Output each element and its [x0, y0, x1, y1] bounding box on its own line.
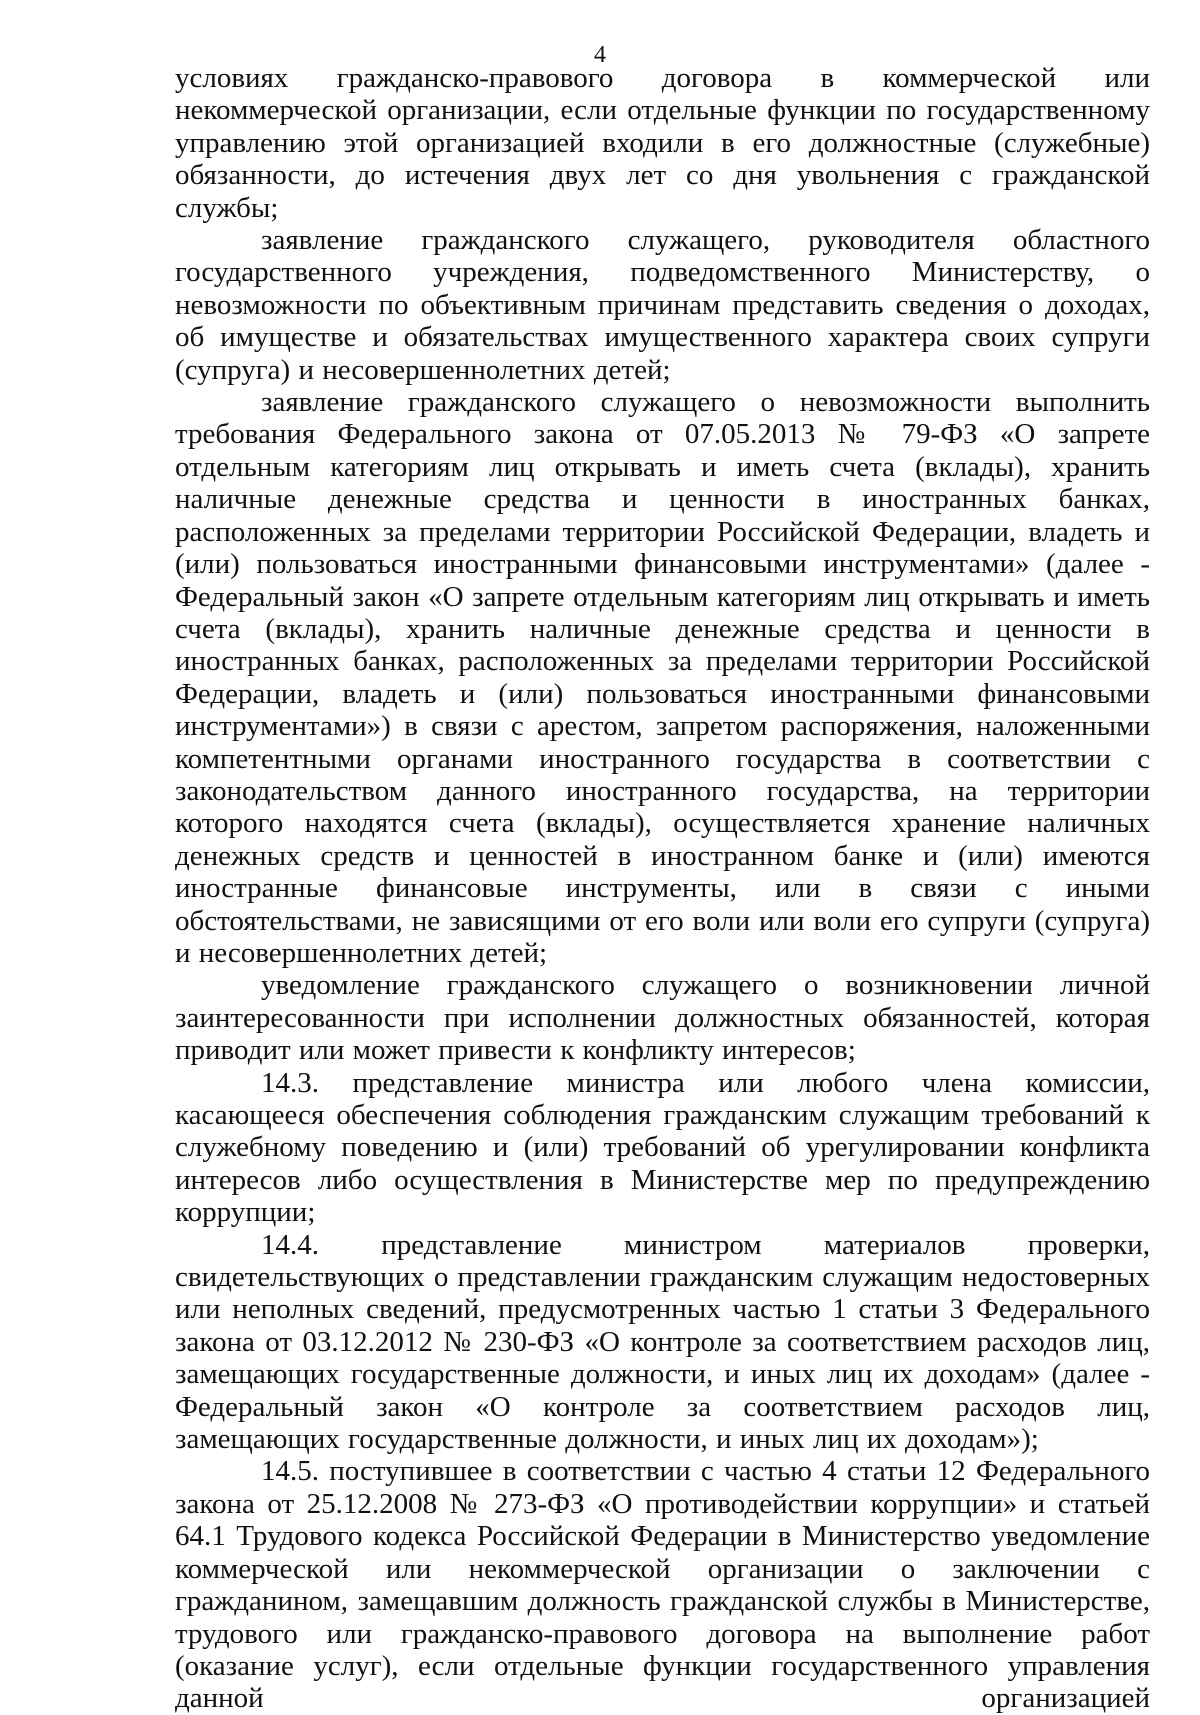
paragraph-item-14-4: 14.4. представление министром материалов проверки, свидетельствующих о представлении гражданским служащим недостоверных или неполных сведений, предусмотренных частью 1 статьи 3 Федерального закона от 03.12.2012 № 230-ФЗ «О контроле за соответствием расходов лиц, замещающих государственные должности, и иных лиц их доходам» (далее - Федеральный закон «О контроле за соответствием расходов лиц, замещающих государственные должности, и иных лиц их доходам»); — [175, 1228, 1150, 1456]
paragraph-continuation: условиях гражданско-правового договора в коммерческой или некоммерческой организации, если отдельные функции по государственному управлению этой организацией входили в его должностные (служебные) обязанности, до истечения двух лет со дня увольнения с гражданской службы; — [175, 62, 1150, 224]
paragraph-notice-conflict-of-interest: уведомление гражданского служащего о возникновении личной заинтересованности при исполнении должностных обязанностей, которая приводит или может привести к конфликту интересов; — [175, 969, 1150, 1067]
page-number: 4 — [594, 42, 606, 68]
paragraph-item-14-5: 14.5. поступившее в соответствии с частью 4 статьи 12 Федерального закона от 25.12.2008 № 273-ФЗ «О противодействии коррупции» и статьей 64.1 Трудового кодекса Российской Федерации в Министерство уведомление коммерческой или некоммерческой организации о заключении с гражданином, замещавшим должность гражданской службы в Министерстве, трудового или гражданско-правового договора на выполнение работ (оказание услуг), если отдельные функции государственного управления данной организацией — [175, 1455, 1150, 1715]
paragraph-item-14-3: 14.3. представление министра или любого члена комиссии, касающееся обеспечения соблюдения гражданским служащим требований к служебному поведению и (или) требований об урегулировании конфликта интересов либо осуществления в Министерстве мер по предупреждению коррупции; — [175, 1066, 1150, 1229]
paragraph-statement-foreign-accounts: заявление гражданского служащего о невозможности выполнить требования Федерального закона от 07.05.2013 № 79-ФЗ «О запрете отдельным категориям лиц открывать и иметь счета (вклады), хранить наличные денежные средства и ценности в иностранных банках, расположенных за пределами территории Российской Федерации, владеть и (или) пользоваться иностранными финансовыми инструментами» (далее - Федеральный закон «О запрете отдельным категориям лиц открывать и иметь счета (вклады), хранить наличные денежные средства и ценности в иностранных банках, расположенных за пределами территории Российской Федерации, владеть и (или) пользоваться иностранными финансовыми инструментами») в связи с арестом, запретом распоряжения, наложенными компетентными органами иностранного государства в соответствии с законодательством данного иностранного государства, на территории которого находятся счета (вклады), осуществляется хранение наличных денежных средств и ценностей в иностранном банке и (или) имеются иностранные финансовые инструменты, или в связи с иными обстоятельствами, не зависящими от его воли или воли его супруги (супруга) и несовершеннолетних детей; — [175, 386, 1150, 969]
paragraph-statement-income-impossibility: заявление гражданского служащего, руководителя областного государственного учреждения, подведомственного Министерству, о невозможности по объективным причинам представить сведения о доходах, об имуществе и обязательствах имущественного характера своих супруги (супруга) и несовершеннолетних детей; — [175, 224, 1150, 386]
document-body — [175, 62, 1150, 1715]
